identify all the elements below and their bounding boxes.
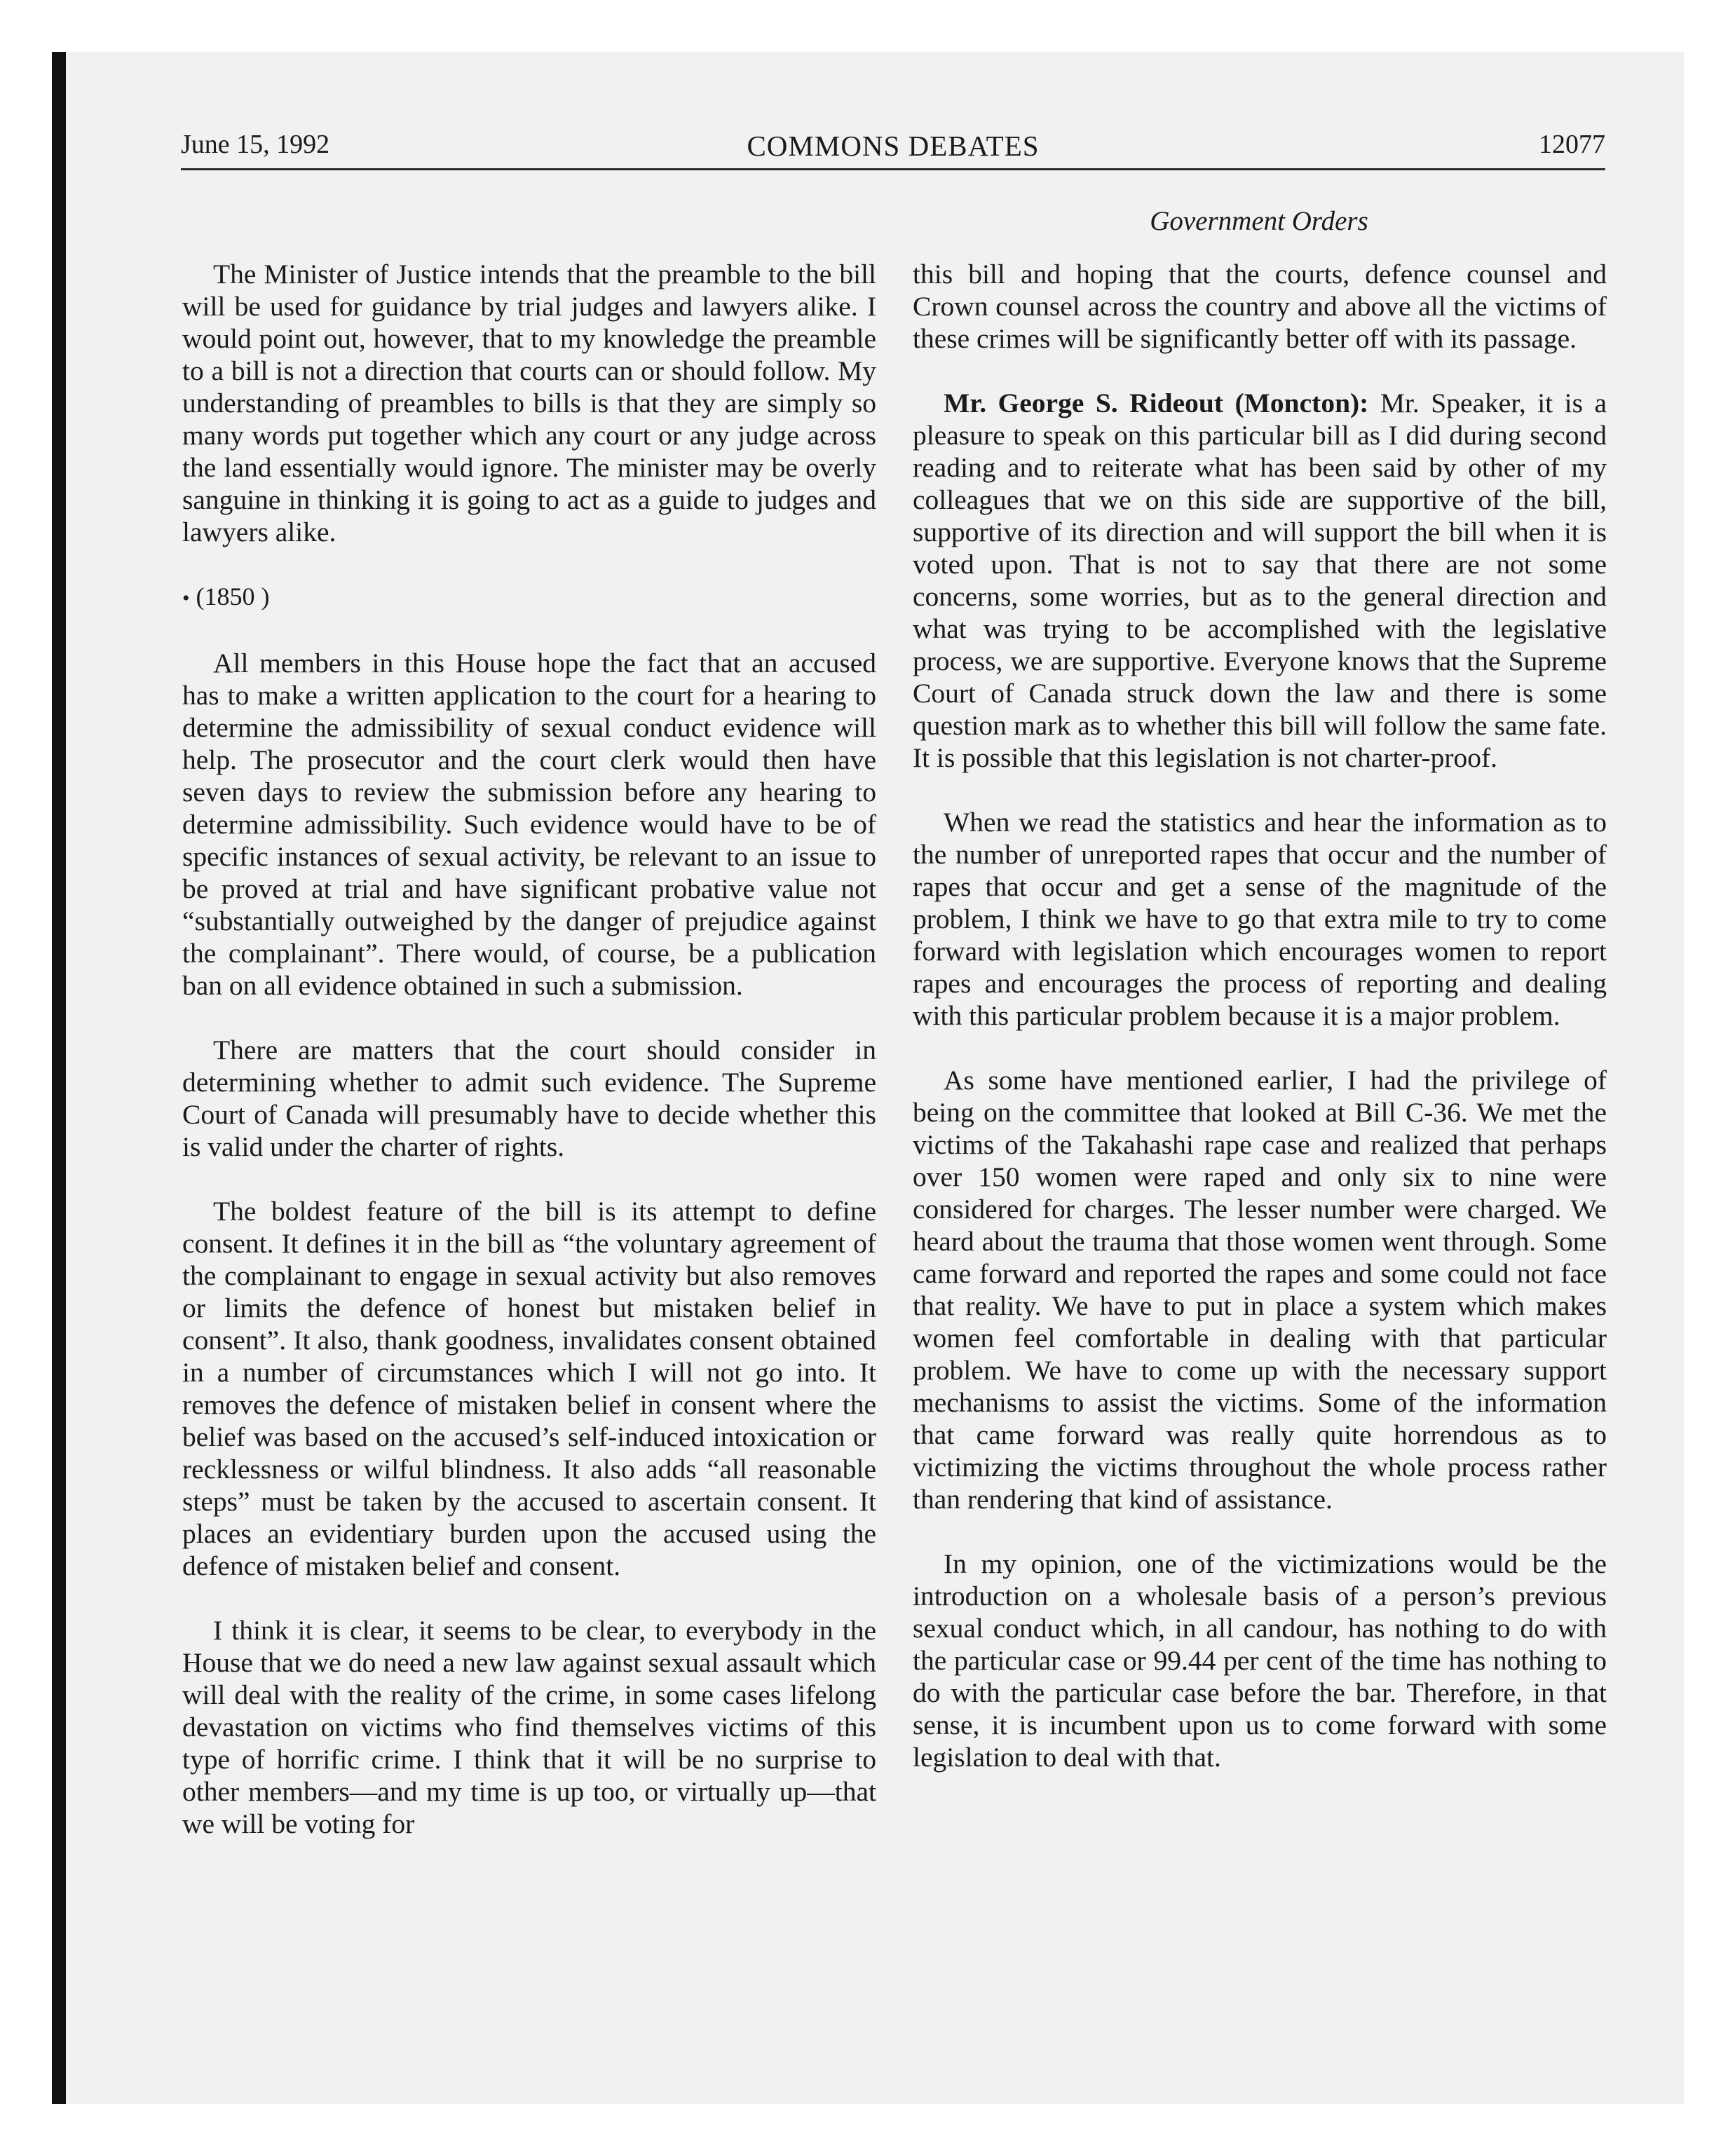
page-number: 12077	[1539, 130, 1605, 159]
speech-paragraph	[913, 387, 1607, 774]
header-date: June 15, 1992	[181, 130, 330, 159]
paragraph: As some have mentioned earlier, I had the privilege of being on the committee that looked at Bill C-36. We met the victims of the Takahashi rape case and realized that perhaps over 150 women were raped and only six to nine were considered for charges. The lesser number were charged. We heard about the trauma that those women went through. Some came forward and reported the rapes and some could not face that reality. We have to put in place a system which makes women feel comfortable in dealing with that particular problem. We have to come up with the necessary support mechanisms to assist the victims. Some of the information that came forward was really quite horrendous as to victimizing the victims throughout the whole process rather than rendering that kind of assistance.	[913, 1065, 1607, 1515]
paragraph: All members in this House hope the fact that an accused has to make a written application to the court for a hearing to determine the admissibility of sexual conduct evidence will help. The prosecutor and the court clerk would then have seven days to review the submission before any hearing to determine admissibility. Such evidence would have to be of specific instances of sexual activity, be relevant to an issue to be proved at trial and have significant probative value not “substantially outweighed by the danger of prejudice against the complainant”. There would, of course, be a publication ban on all evidence obtained in such a submission.	[182, 648, 876, 1001]
running-header	[181, 126, 1605, 165]
speaker-name: Mr. George S. Rideout (Moncton):	[944, 388, 1369, 418]
paragraph: The Minister of Justice intends that the preamble to the bill will be used for guidance by trial judges and lawyers alike. I would point out, however, that to my knowledge the preamble to a bill is not a direction that courts can or should follow. My understanding of preambles to bills is that they are simply so many words put together which any court or any judge across the land essentially would ignore. The minister may be overly sanguine in thinking it is going to act as a guide to judges and lawyers alike.	[182, 259, 876, 547]
time-stamp: (1850 )	[196, 582, 270, 610]
speech-text: Mr. Speaker, it is a pleasure to speak on this particular bill as I did during second reading and to reiterate what has been said by other of my colleagues that we on this side are supportive of the bill, supportive of its direction and will support the bill when it is voted upon. That is not to say that there are not some concerns, some worries, but as to the general direction and what was trying to be accomplished with the legislative process, we are supportive. Everyone knows that the Supreme Court of Canada struck down the law and there is some question mark as to whether this bill will follow the same fate. It is possible that this legislation is not charter-proof.	[913, 388, 1607, 773]
scan-border	[52, 52, 66, 2104]
paragraph: I think it is clear, it seems to be clear, to everybody in the House that we do need a new law against sexual assault which will deal with the reality of the crime, in some cases lifelong devastation on victims who find themselves victims of this type of horrific crime. I think that it will be no surprise to other members—and my time is up too, or virtually up—that we will be voting for	[182, 1615, 876, 1839]
paragraph: The boldest feature of the bill is its attempt to define consent. It defines it in the bill as “the voluntary agreement of the complainant to engage in sexual activity but also removes or limits the defence of honest but mistaken belief in consent”. It also, thank goodness, invalidates consent obtained in a number of circumstances which I will not go into. It removes the defence of mistaken belief in consent where the belief was based on the accused’s self-induced intoxication or recklessness or wilful blindness. It also adds “all reasonable steps” must be taken by the accused to ascertain consent. It places an evidentiary burden upon the accused using the defence of mistaken belief and consent.	[182, 1196, 876, 1581]
section-heading: Government Orders	[1150, 206, 1368, 236]
header-title: COMMONS DEBATES	[747, 130, 1040, 162]
header-rule	[181, 168, 1605, 170]
paragraph-continued: this bill and hoping that the courts, defence counsel and Crown counsel across the country and above all the victims of these crimes will be significantly better off with its passage.	[913, 259, 1607, 354]
paragraph: There are matters that the court should consider in determining whether to admit such evidence. The Supreme Court of Canada will presumably have to decide whether this is valid under the charter of rights.	[182, 1035, 876, 1162]
right-column	[913, 258, 1607, 1806]
time-marker	[182, 580, 876, 615]
paragraph: When we read the statistics and hear the information as to the number of unreported rapes that occur and the number of rapes that occur and get a sense of the magnitude of the problem, I think we have to go that extra mile to try to come forward with legislation which encourages women to report rapes and encourages the process of reporting and dealing with this particular problem because it is a major problem.	[913, 807, 1607, 1031]
bullet-icon: •	[182, 587, 190, 610]
left-column	[182, 258, 876, 1872]
paragraph: In my opinion, one of the victimizations would be the introduction on a wholesale basis of a person’s previous sexual conduct which, in all candour, has nothing to do with the particular case or 99.44 per cent of the time has nothing to do with the particular case before the bar. Therefore, in that sense, it is incumbent upon us to come forward with some legislation to deal with that.	[913, 1548, 1607, 1773]
